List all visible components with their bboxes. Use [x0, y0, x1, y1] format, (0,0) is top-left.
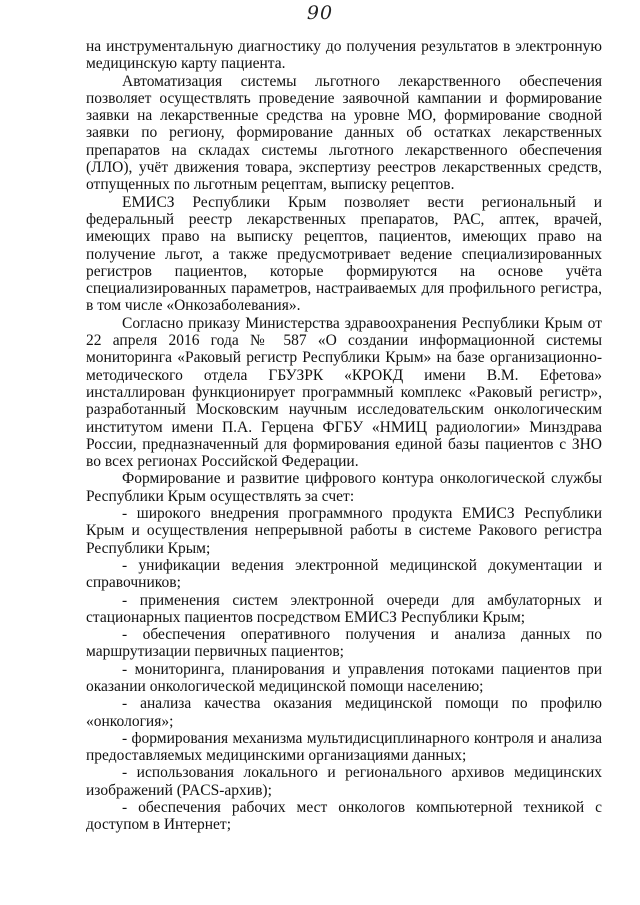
list-item-patient-flow-monitoring: - мониторинга, планирования и управления потоками пациентов при оказании онкологической медицинской помощи населению;	[86, 660, 602, 695]
paragraph-cancer-registry-order: Согласно приказу Министерства здравоохранения Республики Крым от 22 апреля 2016 года № 587 «О создании информационной системы мониторинга «Раковый регистр Республики Крым» на базе организационно-методического отдела ГБУЗРК «КРОКД имени В.М. Ефетова» инсталлирован функционирует программный комплекс «Раковый регистр», разработанный Московским научным исследовательским онкологическим институтом имени П.А. Герцена ФГБУ «НМИЦ радиологии» Минздрава России, предназначенный для формирования единой базы пациентов с ЗНО во всех регионах Российской Федерации.	[86, 314, 602, 471]
paragraph-digital-contour-intro: Формирование и развитие цифрового контура онкологической службы Республики Крым осуществлять за счет:	[86, 470, 602, 505]
list-item-workstations: - обеспечения рабочих мест онкологов компьютерной техникой с доступом в Интернет;	[86, 799, 602, 834]
list-item-emisz-rollout: - широкого внедрения программного продукта ЕМИСЗ Республики Крым и осуществления непрерывной работы в системе Ракового регистра Республики Крым;	[86, 505, 602, 557]
list-item-electronic-queue: - применения систем электронной очереди для амбулаторных и стационарных пациентов посредством ЕМИСЗ Республики Крым;	[86, 591, 602, 626]
document-body	[86, 38, 602, 834]
list-item-quality-analysis: - анализа качества оказания медицинской помощи по профилю «онкология»;	[86, 695, 602, 730]
paragraph-emisz-registers: ЕМИСЗ Республики Крым позволяет вести региональный и федеральный реестр лекарственных препаратов, РАС, аптек, врачей, имеющих право на выписку рецептов, пациентов, имеющих право на получение льгот, а также предусмотривает ведение специализированных регистров пациентов, которые формируются на основе учёта специализированных параметров, настраиваемых для профильного регистра, в том числе «Онкозаболевания».	[86, 193, 602, 315]
paragraph-llo-automation: Автоматизация системы льготного лекарственного обеспечения позволяет осуществлять проведение заявочной кампании и формирование заявки на лекарственные средства на уровне МО, формирование сводной заявки по региону, формирование данных об остатках лекарственных препаратов на складах системы льготного лекарственного обеспечения (ЛЛО), учёт движения товара, экспертизу реестров лекарственных средств, отпущенных по льготным рецептам, выписку рецептов.	[86, 72, 602, 194]
list-item-multidisciplinary-control: - формирования механизма мультидисциплинарного контроля и анализа предоставляемых медицинскими организациями данных;	[86, 729, 602, 765]
list-item-routing-analysis: - обеспечения оперативного получения и анализа данных по маршрутизации первичных пациентов;	[86, 626, 602, 661]
list-item-documentation-unification: - унификации ведения электронной медицинской документации и справочников;	[86, 556, 602, 592]
page-number: 90	[306, 2, 334, 24]
list-item-pacs-archive: - использования локального и регионального архивов медицинских изображений (PACS-архив);	[86, 764, 602, 799]
paragraph-continuation: на инструментальную диагностику до получения результатов в электронную медицинскую карту пациента.	[86, 38, 602, 73]
